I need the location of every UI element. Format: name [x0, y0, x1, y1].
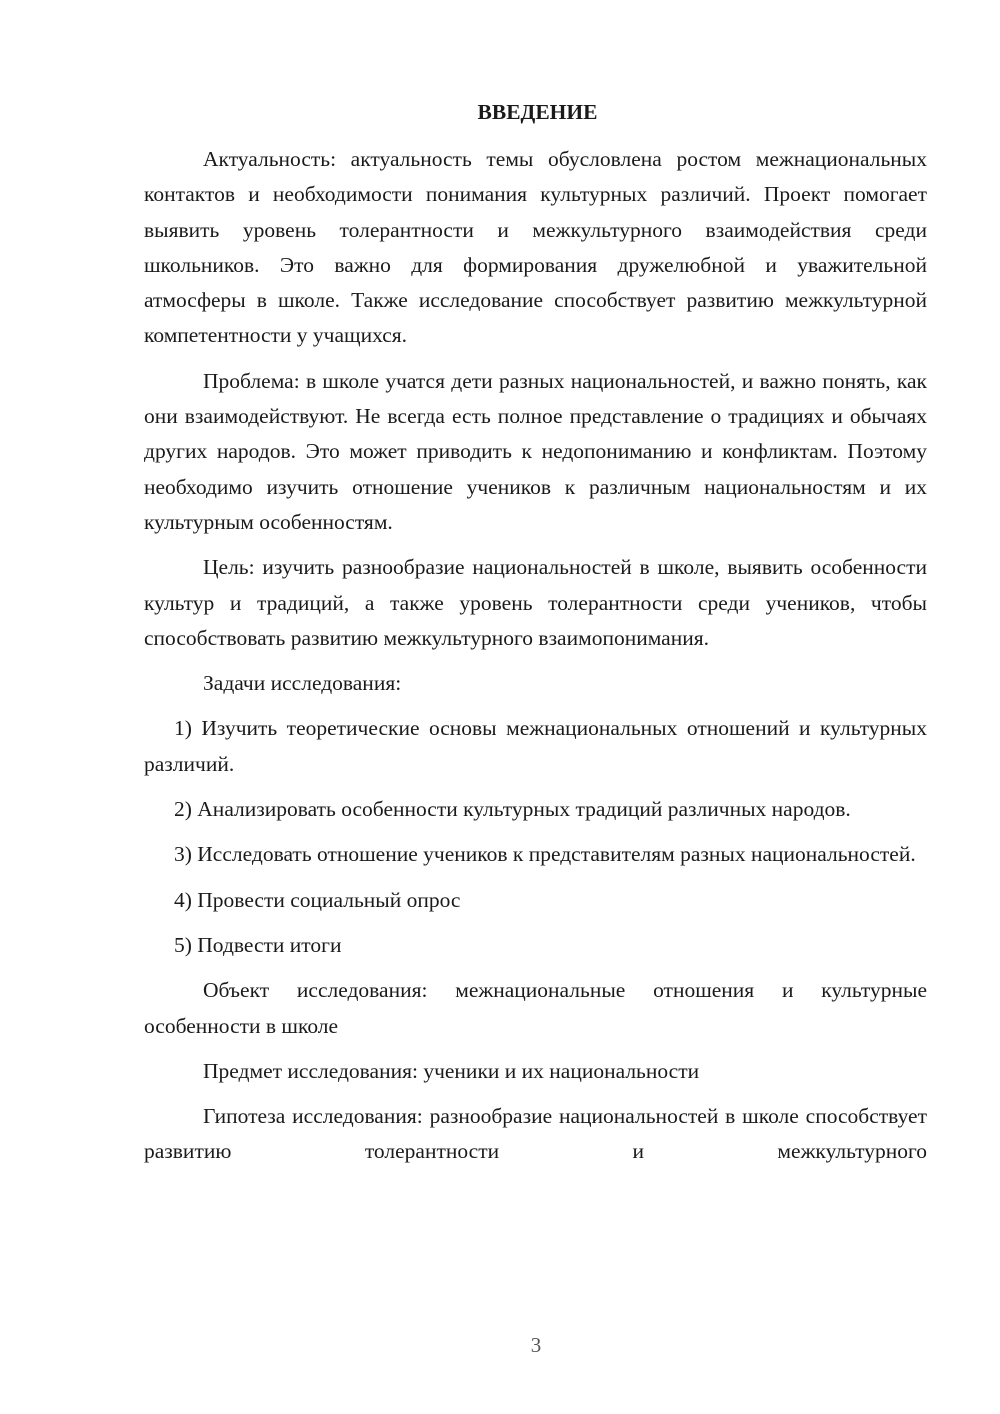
paragraph-problem: Проблема: в школе учатся дети разных национальностей, и важно понять, как они взаимодействуют. Не всегда есть полное представление о традициях и обычаях других народов. Это может приводить к недопониманию и конфликтам. Поэтому необходимо изучить отношение учеников к различным национальностям и их культурным особенностям. — [144, 368, 927, 534]
task-item-2: 2) Анализировать особенности культурных традиций различных народов. — [174, 797, 851, 822]
paragraph-relevance: Актуальность: актуальность темы обусловлена ростом межнациональных контактов и необходимости понимания культурных различий. Проект помогает выявить уровень толерантности и межкультурного взаимодействия среди школьников. Это важно для формирования дружелюбной и уважительной атмосферы в школе. Также исследование способствует развитию межкультурной компетентности у учащихся. — [144, 147, 927, 348]
paragraph-object: Объект исследования: межнациональные отношения и культурные особенности в школе — [144, 978, 927, 1038]
task-item-1: 1) Изучить теоретические основы межнациональных отношений и культурных различий. — [144, 716, 927, 776]
section-title: ВВЕДЕНИЕ — [477, 100, 598, 124]
paragraph-goal: Цель: изучить разнообразие национальностей в школе, выявить особенности культур и традиций, а также уровень толерантности среди учеников, чтобы способствовать развитию межкультурного взаимопонимания. — [144, 555, 927, 650]
paragraph-hypothesis: Гипотеза исследования: разнообразие национальностей в школе способствует развитию толерантности и межкультурного — [144, 1104, 927, 1164]
task-item-4: 4) Провести социальный опрос — [174, 887, 461, 912]
page-number: 3 — [530, 1333, 542, 1357]
task-item-5: 5) Подвести итоги — [174, 932, 342, 957]
task-item-3: 3) Исследовать отношение учеников к представителям разных национальностей. — [174, 842, 916, 867]
tasks-heading: Задачи исследования: — [203, 671, 402, 696]
paragraph-subject: Предмет исследования: ученики и их национальности — [203, 1058, 700, 1083]
document-page — [144, 95, 927, 1180]
